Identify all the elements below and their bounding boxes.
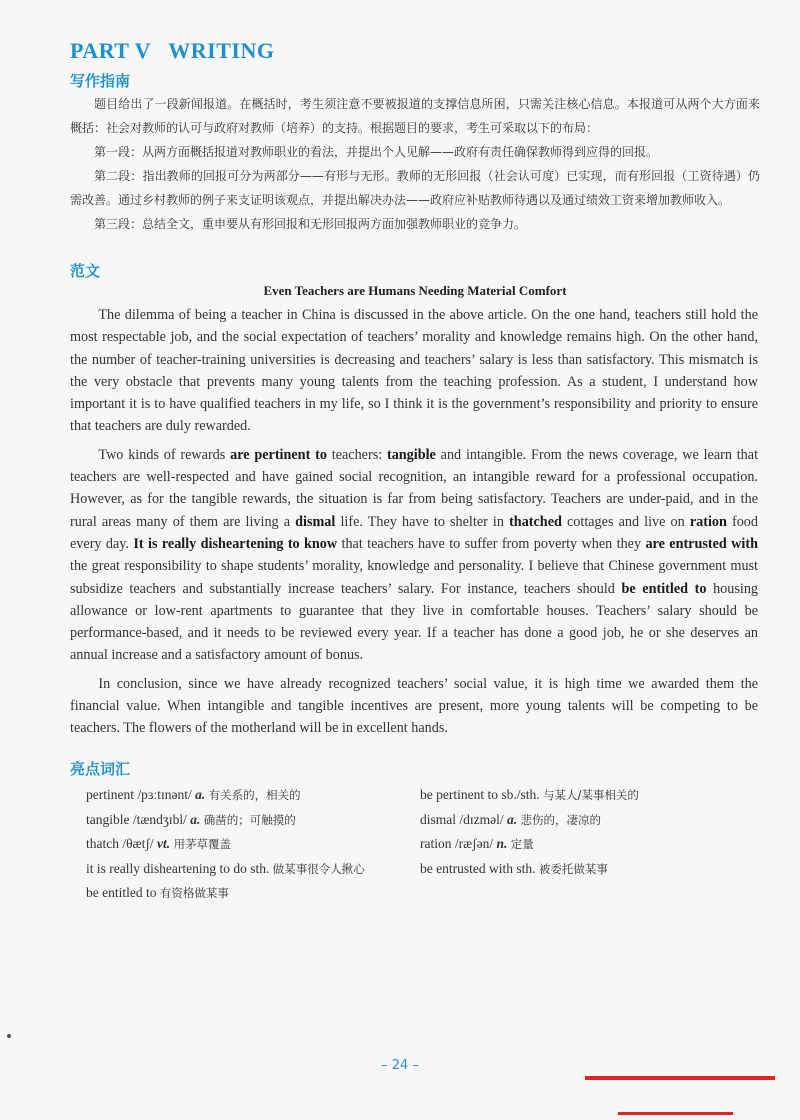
- guide-heading: 写作指南: [70, 72, 131, 90]
- vocab-list-right: [420, 783, 639, 881]
- essay-paragraph-3: In conclusion, since we have already recognized teachers’ social value, it is high time we awarded them the financial value. When intangible and tangible incentives are present, more young talents will be competing to be teachers. The flowers of the motherland will be in excellent hands.: [70, 675, 758, 737]
- vocab-entry: [420, 808, 639, 833]
- vocab-meaning: 与某人/某事相关的: [542, 788, 639, 802]
- text-run: cottages and live on: [561, 513, 690, 530]
- vocab-word: it is really disheartening to do sth.: [86, 860, 270, 876]
- vocab-word: be entrusted with sth.: [420, 860, 536, 876]
- text-run: and intangible. From the news coverage, we learn that teachers are well-respected and have gained social recognition, an intangible reward for a professional occupation. However, as for the tangible rewards, the situation is far from being satisfactory. Teachers are under-paid, and in the rural areas many of them are living a: [70, 446, 759, 530]
- margin-dot: [7, 1034, 11, 1038]
- part-label: PART V: [70, 38, 151, 63]
- vocab-entry: [86, 857, 365, 882]
- vocab-word: thatch: [86, 836, 119, 851]
- vocab-meaning: 被委托做某事: [538, 861, 608, 876]
- vocab-meaning: 做某事很令人揪心: [272, 861, 365, 876]
- essay-paragraph-1: The dilemma of being a teacher in China is discussed in the above article. On the one hand, teachers still hold the most respectable job, and the social expectation of teachers’ morality and knowledge remains high. On the other hand, the number of teacher-training universities is decreasing and teachers’ salary is less than satisfactory. This mismatch is the very obstacle that prevents many young talents from the teaching profession. As a student, I understand how important it is to have qualified teachers in my life, so I think it is the government’s responsibility and priority to ensure that teachers are duly rewarded.: [70, 307, 758, 435]
- vocab-ipa: /pɜːtɪnənt/: [137, 787, 192, 802]
- highlight-phrase: ration: [689, 513, 727, 530]
- text-run: life. They have to shelter in: [335, 513, 510, 530]
- vocab-ipa: /ræʃən/: [454, 836, 494, 851]
- vocab-entry: [86, 832, 365, 857]
- vocab-ipa: /θætʃ/: [122, 836, 154, 851]
- vocab-pos: a.: [195, 787, 206, 802]
- highlight-phrase: are pertinent to: [230, 446, 327, 463]
- essay-paragraph-2: [70, 444, 758, 667]
- decorative-bar: [585, 1076, 775, 1080]
- sample-heading: 范文: [70, 262, 101, 280]
- vocab-meaning: 确凿的；可触摸的: [203, 812, 296, 827]
- highlight-phrase: be entitled to: [621, 580, 707, 597]
- vocab-meaning: 有关系的，相关的: [208, 788, 301, 802]
- highlight-phrase: It is really disheartening to know: [133, 535, 338, 552]
- text-run: food every day.: [70, 513, 758, 552]
- guide-paragraph: 题目给出了一段新闻报道。在概括时，考生须注意不要被报道的支撑信息所困，只需关注核心信息。本报道可从两个大方面来概括：社会对教师的认可与政府对教师（培养）的支持。根据题目的要求，考生可采取以下的布局：: [70, 97, 760, 135]
- vocab-pos: a.: [190, 811, 201, 827]
- text-run: that teachers have to suffer from poverty when they: [337, 535, 646, 552]
- vocab-entry: [86, 783, 365, 808]
- part-name: WRITING: [168, 38, 275, 63]
- highlight-phrase: thatched: [509, 513, 562, 530]
- guide-paragraph: 第三段：总结全文，重申要从有形回报和无形回报两方面加强教师职业的竞争力。: [94, 217, 527, 231]
- vocab-meaning: 悲伤的，凄凉的: [520, 812, 601, 827]
- vocab-word: dismal: [420, 811, 456, 827]
- vocab-pos: a.: [507, 811, 518, 827]
- vocab-ipa: /dɪzməl/: [459, 811, 504, 827]
- vocab-pos: n.: [496, 836, 508, 851]
- text-run: the great responsibility to shape students’ morality, knowledge and personality. I believe that Chinese government must subsidize teachers and substantially increase teachers’ salary. For instance, teachers should: [70, 558, 758, 597]
- vocab-pos: vt.: [156, 836, 171, 851]
- essay-body: [70, 304, 758, 740]
- vocab-word: pertinent: [86, 787, 134, 802]
- vocab-heading: 亮点词汇: [70, 760, 131, 778]
- highlight-phrase: tangible: [386, 446, 436, 463]
- text-run: Two kinds of rewards: [98, 446, 231, 463]
- highlight-phrase: dismal: [295, 513, 336, 530]
- vocab-meaning: 有资格做某事: [159, 886, 229, 900]
- decorative-bar: [618, 1112, 733, 1115]
- text-run: housing allowance or low-rent apartments to guarantee that they live in comfortable houses. Teachers’ salary should be performance-based, and it needs to be reviewed every year. If a teacher has done a good job, he or she deserves an annual increase and a satisfactory amount of bonus.: [70, 580, 759, 664]
- vocab-ipa: /tændʒɪbl/: [132, 811, 187, 827]
- highlight-phrase: are entrusted with: [645, 535, 758, 552]
- vocab-meaning: 用茅草覆盖: [173, 837, 231, 851]
- vocab-list-left: [86, 783, 365, 906]
- vocab-word: ration: [420, 836, 452, 851]
- vocab-entry: [86, 808, 365, 833]
- text-run: teachers:: [326, 446, 387, 463]
- guide-paragraph: 第二段：指出教师的回报可分为两部分——有形与无形。教师的无形回报（社会认可度）已实现，而有形回报（工资待遇）仍需改善。通过乡村教师的例子来支证明该观点，并提出解决办法——政府应补贴教师待遇以及通过绩效工资来增加教师收入。: [70, 169, 760, 207]
- guide-paragraph: 第一段：从两方面概括报道对教师职业的看法，并提出个人见解——政府有责任确保教师得到应得的回报。: [94, 145, 659, 159]
- part-title: [70, 38, 274, 64]
- guide-body: [70, 92, 760, 236]
- essay-title: Even Teachers are Humans Needing Material Comfort: [263, 283, 567, 298]
- vocab-entry: [420, 857, 639, 882]
- vocab-entry: [420, 832, 639, 857]
- vocab-word: be pertinent to sb./sth.: [420, 787, 540, 802]
- vocab-entry: [420, 783, 639, 808]
- page-number: – 24 –: [381, 1058, 419, 1073]
- vocab-entry: [86, 881, 365, 906]
- vocab-word: be entitled to: [86, 885, 157, 900]
- vocab-word: tangible: [86, 811, 130, 827]
- vocab-meaning: 定量: [510, 837, 534, 851]
